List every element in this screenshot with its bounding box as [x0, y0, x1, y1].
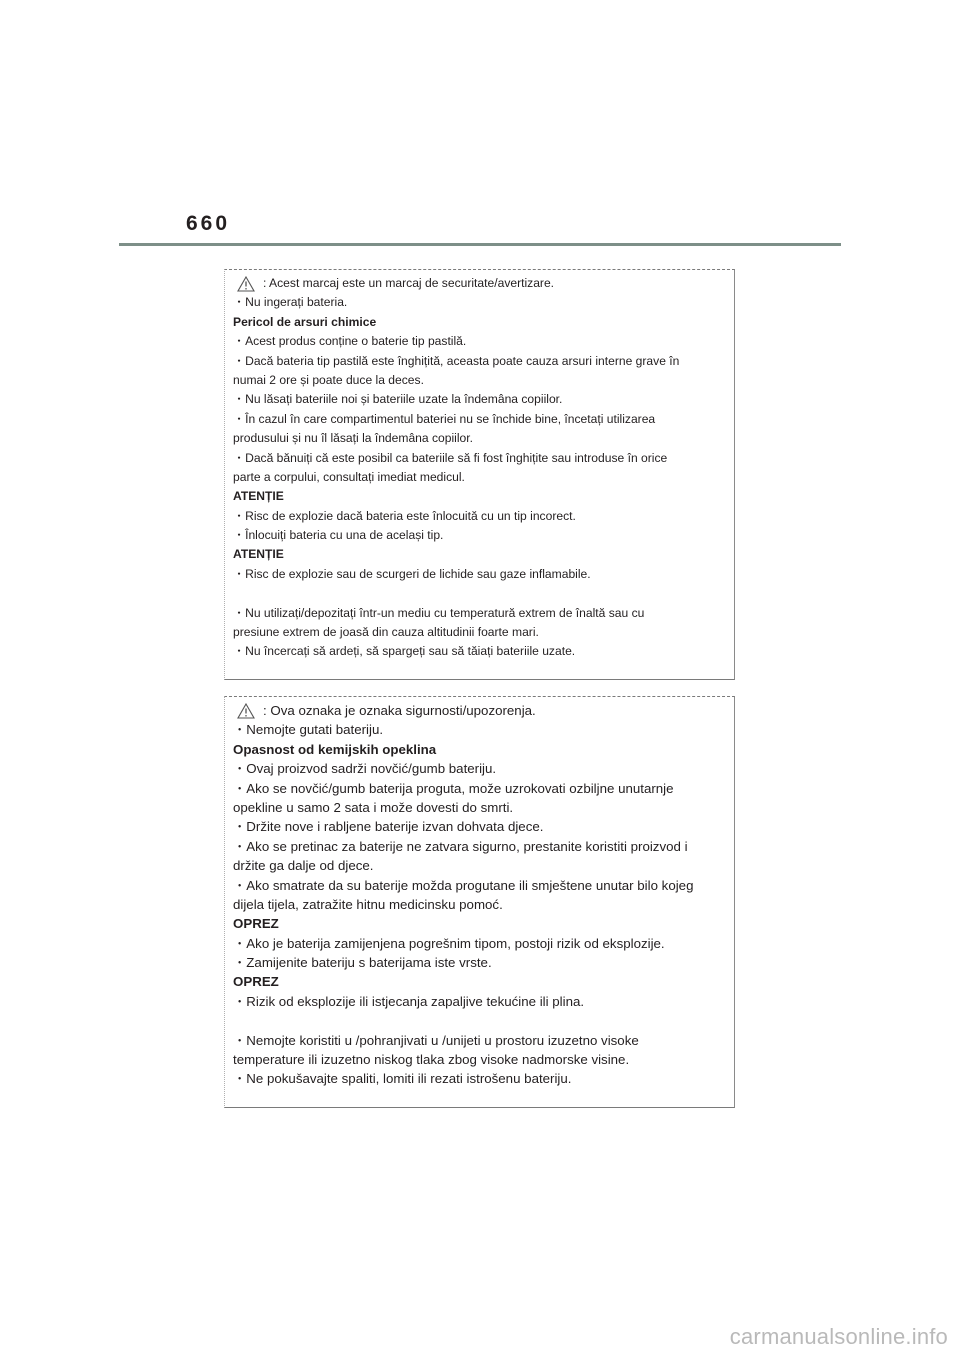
warning-title-row: [233, 274, 728, 293]
warning-title: : Ova oznaka je oznaka sigurnosti/upozorenja.: [263, 703, 536, 718]
warning-title-row: [233, 701, 728, 720]
warning-text-line: ・Nemojte gutati bateriju.: [233, 722, 384, 738]
warning-triangle-icon: [237, 703, 255, 719]
warning-text-line: ・Rizik od eksplozije ili istjecanja zapaljive tekućine ili plina.: [233, 993, 585, 1009]
warning-text-line: ・Risc de explozie sau de scurgeri de lichide sau gaze inflamabile.: [233, 566, 591, 581]
warning-text-line: ・Ovaj proizvod sadrži novčić/gumb bateriju.: [233, 761, 497, 777]
warning-box-romanian: [224, 269, 735, 680]
warning-text-line: ・Nu încercați să ardeți, să spargeți sau să tăiați bateriile uzate.: [233, 644, 576, 659]
watermark-text: carmanualsonline.info: [729, 1324, 948, 1349]
warning-text-body: [233, 293, 728, 661]
warning-text-line: dijela tijela, zatražite hitnu medicinsku pomoć.: [233, 896, 503, 912]
warning-text-line: ・Ako se pretinac za baterije ne zatvara sigurno, prestanite koristiti proizvod i: [233, 838, 688, 854]
header-rule: [119, 243, 841, 246]
warning-text-line: numai 2 ore și poate duce la deces.: [233, 372, 424, 387]
warning-text-line: ・Risc de explozie dacă bateria este înlocuită cu un tip incorect.: [233, 508, 576, 523]
warning-heading: ATENȚIE: [233, 489, 284, 504]
warning-text-line: ・Ako se novčić/gumb baterija proguta, može uzrokovati ozbiljne unutarnje: [233, 780, 674, 796]
warning-text-line: ・Nu ingerați bateria.: [233, 295, 348, 310]
warning-box-croatian: [224, 696, 735, 1108]
warning-text-line: ・Nemojte koristiti u /pohranjivati u /unijeti u prostoru izuzetno visoke: [233, 1032, 639, 1048]
blank-line: [233, 1011, 728, 1030]
warning-text-line: produsului și nu îl lăsați la îndemâna copiilor.: [233, 431, 473, 446]
page-number: 660: [186, 212, 231, 235]
warning-text-line: ・Ako je baterija zamijenjena pogrešnim tipom, postoji rizik od eksplozije.: [233, 935, 665, 951]
warning-heading: ATENȚIE: [233, 547, 284, 562]
warning-title: : Acest marcaj este un marcaj de securitate/avertizare.: [263, 276, 555, 290]
warning-heading: Opasnost od kemijskih opeklina: [233, 741, 437, 757]
warning-text-line: opekline u samo 2 sata i može dovesti do smrti.: [233, 799, 514, 815]
warning-triangle-icon: [237, 276, 255, 292]
warning-text-line: ・Dacă bănuiți că este posibil ca bateriile să fi fost înghițite sau introduse în orice: [233, 450, 668, 465]
warning-text-line: ・Zamijenite bateriju s baterijama iste vrste.: [233, 955, 492, 971]
warning-heading: OPREZ: [233, 974, 279, 990]
warning-text-line: ・Držite nove i rabljene baterije izvan dohvata djece.: [233, 819, 544, 835]
warning-text-line: ・Ne pokušavajte spaliti, lomiti ili rezati istrošenu bateriju.: [233, 1071, 572, 1087]
warning-text-line: ・Acest produs conține o baterie tip pastilă.: [233, 334, 467, 349]
warning-text-line: ・Dacă bateria tip pastilă este înghițită, aceasta poate cauza arsuri interne grave în: [233, 353, 680, 368]
warning-text-line: ・Nu utilizați/depozitați într-un mediu cu temperatură extrem de înaltă sau cu: [233, 605, 645, 620]
warning-text-line: ・Nu lăsați bateriile noi și bateriile uzate la îndemâna copiilor.: [233, 392, 563, 407]
warning-text-line: ・Înlocuiți bateria cu una de același tip.: [233, 528, 444, 543]
warning-heading: OPREZ: [233, 916, 279, 932]
warning-text-line: presiune extrem de joasă din cauza altitudinii foarte mari.: [233, 625, 539, 640]
warning-text-line: ・În cazul în care compartimentul bateriei nu se închide bine, încetați utilizarea: [233, 411, 656, 426]
warning-text-line: temperature ili izuzetno niskog tlaka zbog visoke nadmorske visine.: [233, 1052, 630, 1068]
blank-line: [233, 584, 728, 603]
warning-text-line: parte a corpului, consultați imediat medicul.: [233, 469, 465, 484]
warning-text-body: [233, 720, 728, 1088]
warning-heading: Pericol de arsuri chimice: [233, 314, 377, 329]
warning-text-line: ・Ako smatrate da su baterije možda progutane ili smještene unutar bilo kojeg: [233, 877, 694, 893]
warning-text-line: držite ga dalje od djece.: [233, 858, 374, 874]
